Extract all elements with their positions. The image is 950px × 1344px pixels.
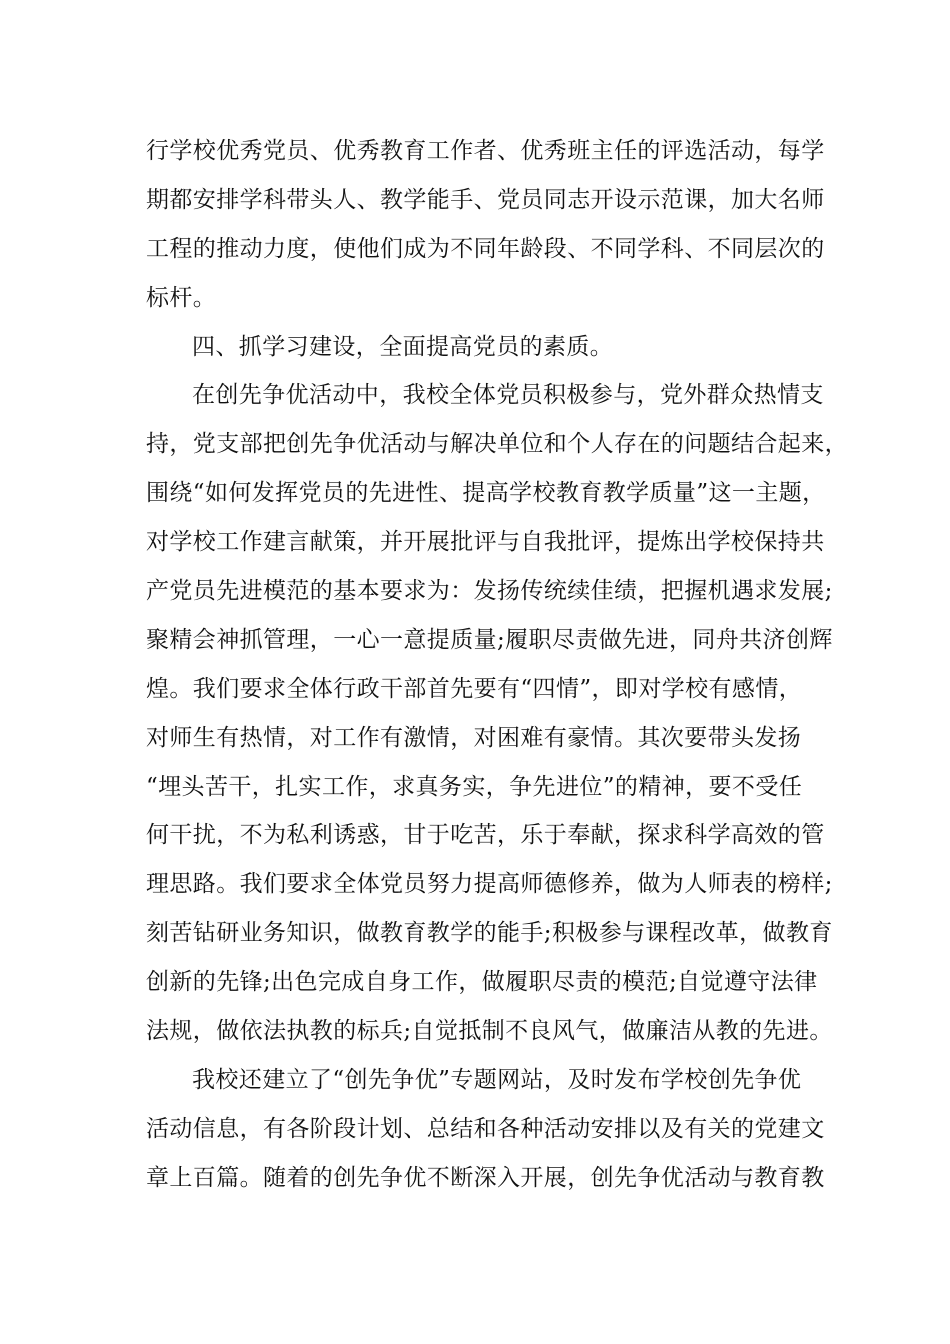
text-line: 章上百篇。随着的创先争优不断深入开展，创先争优活动与教育教	[146, 1164, 825, 1191]
text-line: 持，党支部把创先争优活动与解决单位和个人存在的问题结合起来，	[146, 431, 848, 458]
text-line: 行学校优秀党员、优秀教育工作者、优秀班主任的评选活动，每学	[146, 138, 825, 164]
text-line: 我校还建立了“创先争优”专题网站，及时发布学校创先争优	[192, 1066, 802, 1093]
text-line: 何干扰，不为私利诱惑，甘于吃苦，乐于奉献，探求科学高效的管	[146, 822, 825, 849]
text-line: 刻苦钻研业务知识，做教育教学的能手;积极参与课程改革，做教育	[146, 920, 833, 947]
text-line: 四、抓学习建设，全面提高党员的素质。	[192, 333, 614, 360]
text-line: 煌。我们要求全体行政干部首先要有“四情”，即对学校有感情，	[146, 675, 803, 702]
text-line: 聚精会神抓管理，一心一意提质量;履职尽责做先进，同舟共济创辉	[146, 626, 833, 653]
document-body	[146, 127, 848, 1203]
text-line: 活动信息，有各阶段计划、总结和各种活动安排以及有关的党建文	[146, 1115, 825, 1142]
text-line: 在创先争优活动中，我校全体党员积极参与，党外群众热情支	[192, 382, 824, 409]
text-line: 期都安排学科带头人、教学能手、党员同志开设示范课，加大名师	[146, 186, 825, 213]
text-line: 对师生有热情，对工作有激情，对困难有豪情。其次要带头发扬	[146, 724, 802, 751]
paragraph	[146, 371, 848, 1055]
text-line: 围绕“如何发挥党员的先进性、提高学校教育教学质量”这一主题，	[146, 480, 826, 507]
text-line: 理思路。我们要求全体党员努力提高师德修养，做为人师表的榜样;	[146, 871, 833, 898]
text-line: 对学校工作建言献策，并开展批评与自我批评，提炼出学校保持共	[146, 529, 825, 556]
text-line: 创新的先锋;出色完成自身工作，做履职尽责的模范;自觉遵守法律	[146, 969, 818, 996]
text-line: 产党员先进模范的基本要求为：发扬传统续佳绩，把握机遇求发展;	[146, 578, 833, 605]
paragraph	[146, 1056, 825, 1203]
text-line: 法规，做依法执教的标兵;自觉抵制不良风气，做廉洁从教的先进。	[146, 1018, 833, 1045]
text-line: “埋头苦干，扎实工作，求真务实，争先进位”的精神，要不受任	[146, 773, 803, 800]
paragraph	[146, 323, 814, 372]
text-line: 标杆。	[146, 284, 217, 311]
paragraph	[146, 127, 825, 323]
text-line: 工程的推动力度，使他们成为不同年龄段、不同学科、不同层次的	[146, 235, 825, 262]
